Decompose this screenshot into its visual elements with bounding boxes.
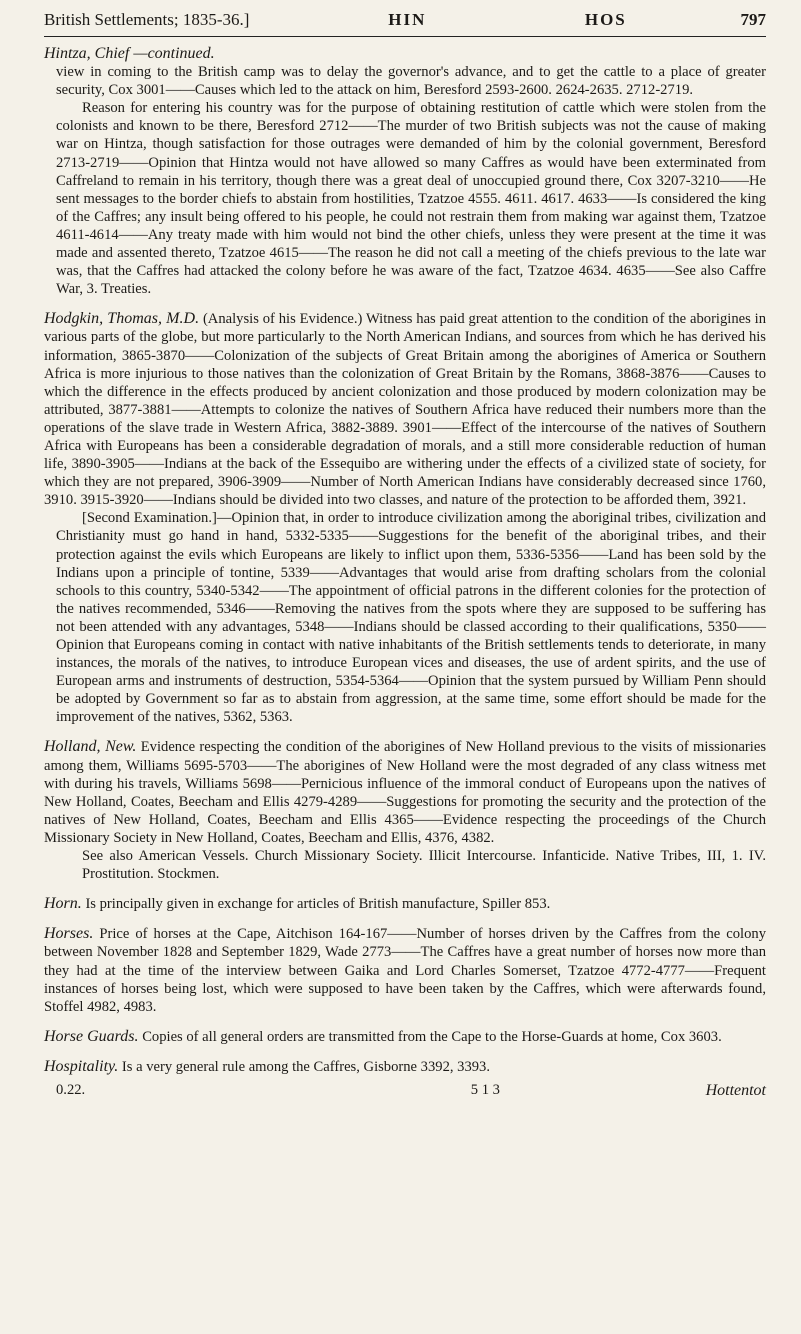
entry-heading: Hintza, Chief —continued. xyxy=(44,45,215,62)
header-section-title: British Settlements; 1835-36.] xyxy=(44,10,250,29)
entry-heading: Horse Guards. xyxy=(44,1027,139,1045)
entry-see-also: See also American Vessels. Church Missionary Society. Illicit Intercourse. Infanticide. Native Tribes, III, 1. IV. Prostitution. Stockmen. xyxy=(82,848,766,883)
footer-sheet-number: 5 1 3 xyxy=(470,1081,500,1098)
entry-paragraph: Is a very general rule among the Caffres, Gisborne 3392, 3393. xyxy=(121,1058,491,1075)
entry-heading: Horses. xyxy=(44,925,94,943)
index-entry-horn xyxy=(44,895,766,913)
index-entry-hodgkin xyxy=(44,310,766,726)
entry-paragraph: view in coming to the British camp was to delay the governor's advance, and to get the cattle to a place of greater security, Cox 3001——Causes which led to the attack on him, Beresford 2593-2600. 2624-2635. 2712-2719. xyxy=(56,64,766,99)
header-rule xyxy=(44,36,766,37)
entry-paragraph: Copies of all general orders are transmitted from the Cape to the Horse-Guards at home, Cox 3603. xyxy=(142,1028,722,1045)
index-entry-horses xyxy=(44,925,766,1015)
entry-paragraph: Evidence respecting the condition of the aborigines of New Holland previous to the visits of missionaries among them, Williams 5695-5703——The aborigines of New Holland were the most degraded of any class witness met with during his travels, Williams 5698——Pernicious influence of the immoral conduct of Europeans upon the natives of New Holland, Coates, Beecham and Ellis 4279-4289——Suggestions for promoting the security and the protection of the natives of New Holland, Coates, Beecham and Ellis 4365——Evidence respecting the proceedings of the Church Missionary Society in New Holland, Coates, Beecham and Ellis, 4376, 4382. xyxy=(44,739,766,846)
guide-word-first: HIN xyxy=(388,10,427,29)
index-entry-hospitality xyxy=(44,1058,766,1076)
entry-heading: Hospitality. xyxy=(44,1057,119,1075)
entry-heading: Holland, New. xyxy=(44,738,137,756)
guide-word-last: HOS xyxy=(584,10,627,29)
running-header xyxy=(44,10,766,34)
entry-paragraph: Price of horses at the Cape, Aitchison 164-167——Number of horses driven by the Caffres from the colony between November 1828 and September 1829, Wade 2773——The Caffres have a great number of horses now more than they had at the time of the interview between Gaika and Lord Charles Somerset, Tzatzoe 4772-4777——Frequent instances of horses being lost, which were supposed to have been taken by the Caffres, which were afterwards found, Stoffel 4982, 4983. xyxy=(44,926,766,1015)
footer-catchword: Hottentot xyxy=(705,1081,766,1099)
entry-paragraph: Is principally given in exchange for articles of British manufacture, Spiller 853. xyxy=(85,896,551,913)
index-page xyxy=(44,10,766,1100)
entry-paragraph: (Analysis of his Evidence.) Witness has paid great attention to the condition of the aborigines in various parts of the globe, but more particularly to the North American Indians, and sources from which he has derived his information, 3865-3870——Colonization of the subjects of Great Britain among the aborigines of America or Southern Africa is more injurious to those natives than the colonization of Great Britain by the Romans, 3868-3876——Causes to which the difference in the effects produced by ancient colonization and those produced by modern colonization may be attributed, 3877-3881——Attempts to colonize the natives of Southern Africa have reduced their numbers more than the operations of the slave trade in Western Africa, 3882-3889. 3901——Effect of the intercourse of the natives of Southern Africa with Europeans has been a considerable degradation of morals, and a still more considerable reduction of human life, 3890-3905——Indians at the back of the Essequibo are withering under the effects of a civilized state of society, for which they are not prepared, 3906-3909——Number of North American Indians have considerably decreased since 1760, 3910. 3915-3920——Indians should be divided into two classes, and nature of the protection to be afforded them, 3921. xyxy=(44,311,766,509)
entry-paragraph: [Second Examination.]—Opinion that, in order to introduce civilization among the aboriginal tribes, civilization and Christianity must go hand in hand, 5332-5335——Suggestions for the benefit of the aboriginal tribes, and their protection against the evils which Europeans are likely to inflict upon them, 5336-5356——Land has been sold by the Indians upon a principle of tontine, 5339——Advantages that would arise from drafting scholars from the colonial schools to this country, 5340-5342——The appointment of official patrons in the different colonies for the protection of the natives recommended, 5346——Removing the natives from the spots where they are supposed to be suffering has not been attended with any advantages, 5348——Indians should be classed according to their qualifications, 5350——Opinion that Europeans coming in contact with native inhabitants of the British settlements tends to deteriorate, in many instances, the morals of the natives, to introduce European vices and diseases, the use of ardent spirits, and the use of European arms and instruments of destruction, 5354-5364——Opinion that the system pursued by William Penn should be adopted by Government so far as to abstain from aggression, at the same time, some effort should be made for the improvement of the natives, 5362, 5363. xyxy=(56,510,766,726)
entry-heading: Horn. xyxy=(44,895,82,913)
entry-heading: Hodgkin, Thomas, M.D. xyxy=(44,310,200,328)
page-number: 797 xyxy=(740,10,766,29)
footer-signature: 0.22. xyxy=(56,1081,86,1098)
index-entry-horse-guards xyxy=(44,1028,766,1046)
index-entry-holland-new xyxy=(44,738,766,883)
header-guide-words xyxy=(309,10,706,30)
index-entry-hintza xyxy=(44,45,766,298)
entry-paragraph: Reason for entering his country was for the purpose of obtaining restitution of cattle which were stolen from the colonists and known to be there, Beresford 2712——The murder of two British subjects was not the cause of making war on Hintza, though satisfaction for those outrages were demanded of him by the colonial government, Beresford 2713-2719——Opinion that Hintza would not have allowed so many Caffres as would have been exterminated from Caffreland to remain in his territory, though there was a great deal of unoccupied ground there, Cox 3207-3210——He sent messages to the border chiefs to abstain from hostilities, Tzatzoe 4555. 4611. 4617. 4633——Is considered the king of the Caffres; any insult being offered to his people, he could not restrain them from making war against them, Tzatzoe 4611-4614——Any treaty made with him would not bind the other chiefs, unless they were present at the time it was made and assented thereto, Tzatzoe 4615——The reason he did not call a meeting of the chiefs previous to the late war was, that the Caffres had attacked the colony before he was aware of the fact, Tzatzoe 4634. 4635——See also Caffre War, 3. Treaties. xyxy=(56,100,766,298)
page-footer xyxy=(44,1082,766,1100)
